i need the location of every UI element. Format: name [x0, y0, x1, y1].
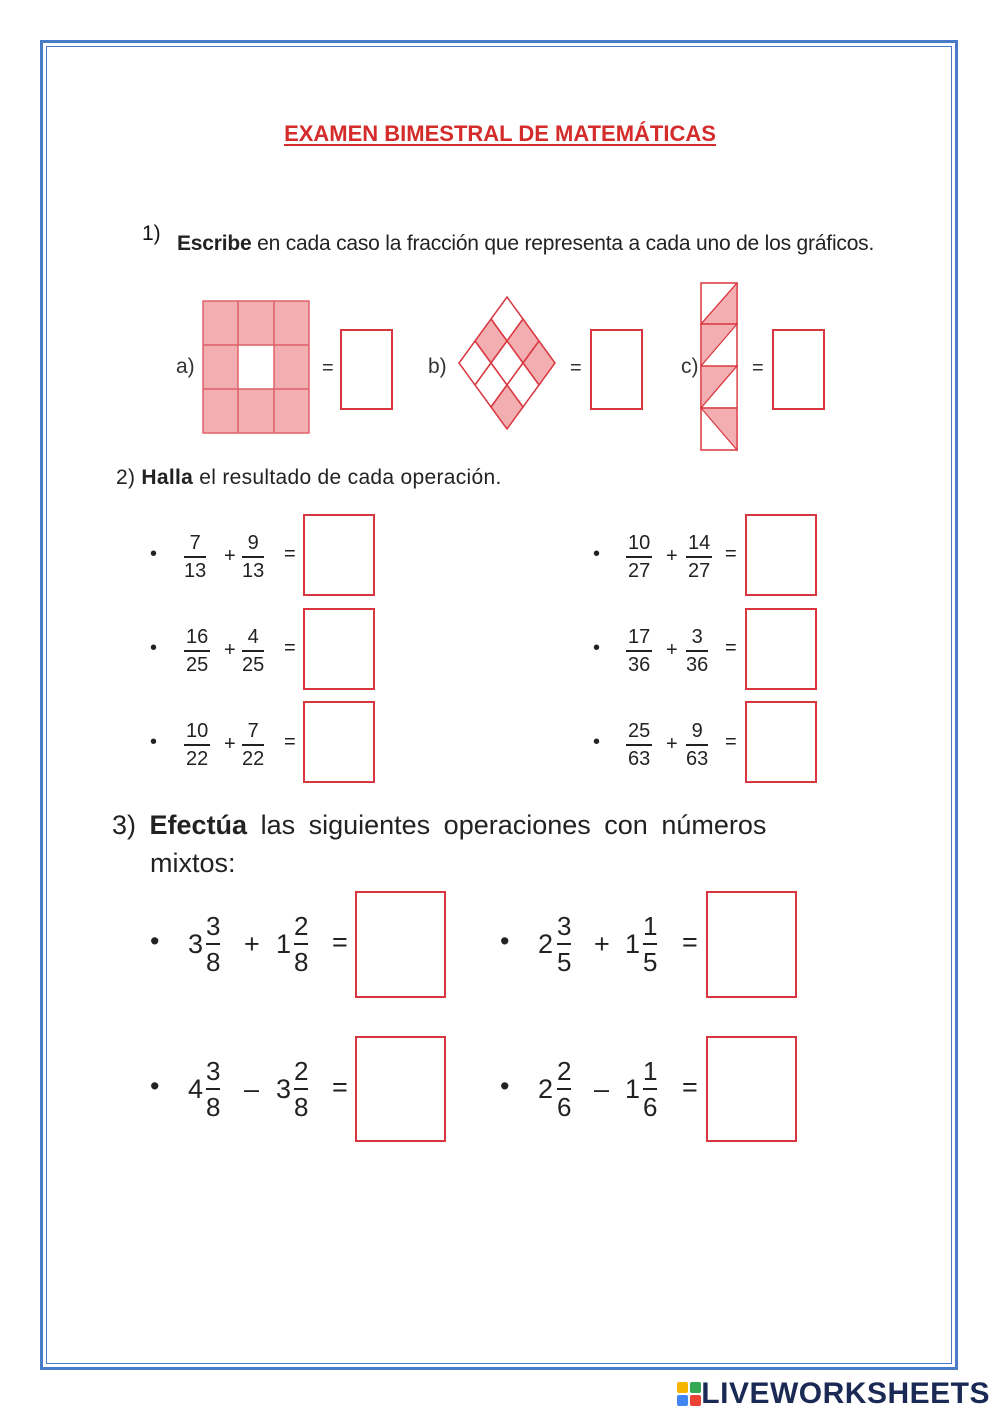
q1-equals-a: = — [322, 357, 334, 379]
q3-op2-fraction-a: 3 5 — [557, 911, 572, 977]
q3-op1-fraction-a: 3 8 — [206, 911, 221, 977]
q2-op2-answer[interactable] — [745, 514, 817, 596]
q2-op4-fraction-b: 3 36 — [686, 626, 709, 676]
q2-op1-equals: = — [284, 543, 296, 565]
q1-answer-b[interactable] — [590, 329, 643, 410]
q1-answer-c[interactable] — [772, 329, 825, 410]
q3-op1-fraction-b: 2 8 — [294, 911, 309, 977]
q2-op1-plus: + — [224, 545, 236, 567]
q2-op2-fraction-a: 10 27 — [628, 532, 651, 582]
q3-bullet: • — [150, 1071, 160, 1101]
q2-instruction-text: el resultado de cada operación. — [193, 466, 502, 489]
q2-op3-plus: + — [224, 639, 236, 661]
q3-op3-fraction-b: 2 8 — [294, 1056, 309, 1122]
q1-instruction — [177, 232, 874, 256]
q3-op2-whole-b: 1 — [625, 929, 641, 959]
q3-instruction-text-2: mixtos: — [150, 848, 236, 878]
q2-bullet: • — [593, 637, 601, 659]
q3-op1-operator: + — [244, 929, 260, 959]
q1-instruction-text: en cada caso la fracción que representa a cada uno de los gráficos. — [251, 232, 875, 255]
q2-op3-equals: = — [284, 637, 296, 659]
q3-instruction-text: las siguientes operaciones con números — [247, 810, 767, 840]
q2-number: 2) — [116, 466, 136, 489]
q3-op1-whole-a: 3 — [188, 929, 204, 959]
q1-number: 1) — [142, 222, 161, 245]
q2-op4-fraction-a: 17 36 — [628, 626, 651, 676]
q2-instruction-bold: Halla — [141, 466, 194, 489]
q3-bullet: • — [150, 926, 160, 956]
q2-op6-plus: + — [666, 733, 678, 755]
q1-answer-a[interactable] — [340, 329, 393, 410]
q3-op3-whole-b: 3 — [276, 1074, 292, 1104]
q2-op5-equals: = — [284, 731, 296, 753]
q3-op4-operator: – — [594, 1074, 610, 1104]
q3-number: 3) — [112, 810, 137, 840]
q3-op1-answer[interactable] — [355, 891, 446, 998]
q3-op2-fraction-b: 1 5 — [643, 911, 658, 977]
liveworksheets-text: LIVEWORKSHEETS — [701, 1377, 990, 1410]
q1-equals-b: = — [570, 357, 582, 379]
q2-op2-fraction-b: 14 27 — [688, 532, 711, 582]
q2-op1-fraction-a: 7 13 — [184, 532, 207, 582]
q2-op2-plus: + — [666, 545, 678, 567]
q2-bullet: • — [593, 731, 601, 753]
q3-op3-whole-a: 4 — [188, 1074, 204, 1104]
q3-op3-equals: = — [332, 1072, 348, 1102]
q1-graphic-a — [202, 300, 310, 434]
q3-instruction — [112, 806, 766, 882]
q3-op4-fraction-a: 2 6 — [557, 1056, 572, 1122]
q3-op1-equals: = — [332, 927, 348, 957]
q2-op5-plus: + — [224, 733, 236, 755]
q3-op3-answer[interactable] — [355, 1036, 446, 1142]
q3-op3-operator: – — [244, 1074, 260, 1104]
q1-label-a: a) — [176, 355, 195, 378]
q1-equals-c: = — [752, 357, 764, 379]
q2-op5-answer[interactable] — [303, 701, 375, 783]
q1-label-b: b) — [428, 355, 447, 378]
q2-op6-fraction-b: 9 63 — [686, 720, 709, 770]
q1-graphic-b — [455, 295, 559, 439]
q2-bullet: • — [150, 543, 158, 565]
q2-instruction — [116, 466, 502, 490]
q2-op2-equals: = — [725, 543, 737, 565]
q1-label-c: c) — [681, 355, 699, 378]
q2-op1-fraction-b: 9 13 — [242, 532, 265, 582]
q2-op5-fraction-b: 7 22 — [242, 720, 265, 770]
q3-op4-whole-b: 1 — [625, 1074, 641, 1104]
q3-op4-equals: = — [682, 1072, 698, 1102]
q3-op2-answer[interactable] — [706, 891, 797, 998]
q3-op4-whole-a: 2 — [538, 1074, 554, 1104]
q2-op4-answer[interactable] — [745, 608, 817, 690]
q3-op2-equals: = — [682, 927, 698, 957]
q2-op4-equals: = — [725, 637, 737, 659]
q2-op5-fraction-a: 10 22 — [186, 720, 209, 770]
q2-op3-answer[interactable] — [303, 608, 375, 690]
q2-op3-fraction-a: 16 25 — [186, 626, 209, 676]
liveworksheets-watermark — [677, 1377, 990, 1411]
q3-bullet: • — [500, 926, 510, 956]
q2-op3-fraction-b: 4 25 — [242, 626, 265, 676]
q3-op2-operator: + — [594, 929, 610, 959]
q3-op4-fraction-b: 1 6 — [643, 1056, 658, 1122]
q3-op4-answer[interactable] — [706, 1036, 797, 1142]
q3-instruction-bold: Efectúa — [149, 810, 248, 840]
q2-bullet: • — [150, 637, 158, 659]
q3-op1-whole-b: 1 — [276, 929, 292, 959]
q2-op1-answer[interactable] — [303, 514, 375, 596]
q2-op4-plus: + — [666, 639, 678, 661]
page-title: EXAMEN BIMESTRAL DE MATEMÁTICAS — [284, 121, 716, 146]
q2-bullet: • — [150, 731, 158, 753]
q1-instruction-bold: Escribe — [177, 232, 252, 255]
q2-op6-fraction-a: 25 63 — [628, 720, 651, 770]
q3-bullet: • — [500, 1071, 510, 1101]
q3-op2-whole-a: 2 — [538, 929, 554, 959]
q2-bullet: • — [593, 543, 601, 565]
q3-op3-fraction-a: 3 8 — [206, 1056, 221, 1122]
q1-graphic-c — [700, 282, 738, 452]
q2-op6-equals: = — [725, 731, 737, 753]
liveworksheets-logo-icon — [677, 1382, 701, 1406]
q2-op6-answer[interactable] — [745, 701, 817, 783]
